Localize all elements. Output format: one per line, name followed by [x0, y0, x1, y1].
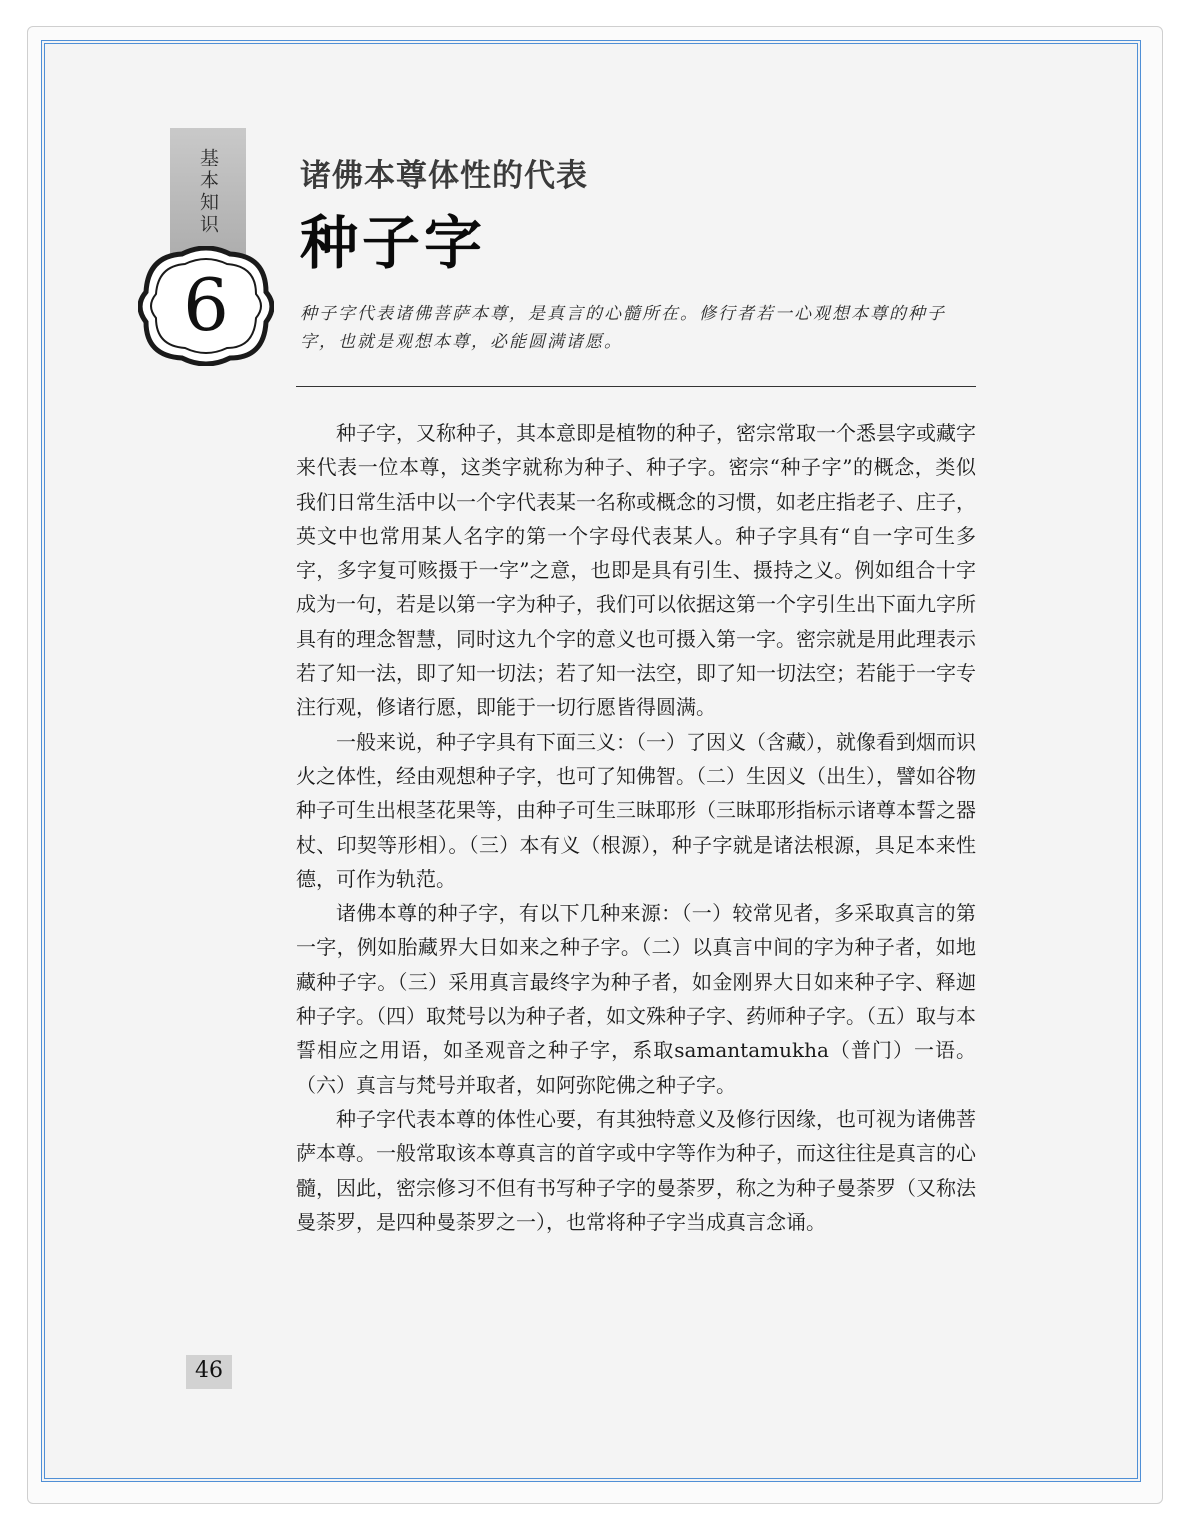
paragraph: 种子字，又称种子，其本意即是植物的种子，密宗常取一个悉昙字或藏字来代表一位本尊，这类字就称为种子、种子字。密宗“种子字”的概念，类似我们日常生活中以一个字代表某一名称或概念的习惯，如老庄指老子、庄子，英文中也常用某人名字的第一个字母代表某人。种子字具有“自一字可生多字，多字复可赅摄于一字”之意，也即是具有引生、摄持之义。例如组合十字成为一句，若是以第一字为种子，我们可以依据这第一个字引生出下面九字所具有的理念智慧，同时这九个字的意义也可摄入第一字。密宗就是用此理表示若了知一法，即了知一切法；若了知一法空，即了知一切法空；若能于一字专注行观，修诸行愿，即能于一切行愿皆得圆满。 — [296, 421, 976, 720]
page-title: 种子字 — [300, 209, 487, 277]
paragraph: 一般来说，种子字具有下面三义：（一）了因义（含藏），就像看到烟而识火之体性，经由观想种子字，也可了知佛智。（二）生因义（出生），譬如谷物种子可生出根茎花果等，由种子可生三昧耶形（三昧耶形指标示诸尊本誓之器杖、印契等形相）。（三）本有义（根源），种子字就是诸法根源，具足本来性德，可作为轨范。 — [296, 729, 976, 891]
intro-text: 种子字代表诸佛菩萨本尊，是真言的心髓所在。修行者若一心观想本尊的种子字，也就是观想本尊，必能圆满诸愿。 — [300, 304, 946, 352]
chapter-number: 6 — [183, 263, 229, 347]
divider — [296, 386, 976, 387]
body-text — [296, 416, 976, 1239]
page-number: 46 — [195, 1358, 223, 1383]
page-subtitle: 诸佛本尊体性的代表 — [300, 158, 588, 194]
paragraph: 种子字代表本尊的体性心要，有其独特意义及修行因缘，也可视为诸佛菩萨本尊。一般常取该本尊真言的首字或中字等作为种子，而这往往是真言的心髓，因此，密宗修习不但有书写种子字的曼荼罗，称之为种子曼荼罗（又称法曼荼罗，是四种曼荼罗之一），也常将种子字当成真言念诵。 — [296, 1106, 976, 1234]
side-tab-label: 基本知识 — [197, 148, 219, 236]
paragraph: 诸佛本尊的种子字，有以下几种来源：（一）较常见者，多采取真言的第一字，例如胎藏界大日如来之种子字。（二）以真言中间的字为种子者，如地藏种子字。（三）采用真言最终字为种子者，如金刚界大日如来种子字、释迦种子字。（四）取梵号以为种子者，如文殊种子字、药师种子字。（五）取与本誓相应之用语，如圣观音之种子字，系取samantamukha（普门）一语。（六）真言与梵号并取者，如阿弥陀佛之种子字。 — [296, 901, 976, 1097]
